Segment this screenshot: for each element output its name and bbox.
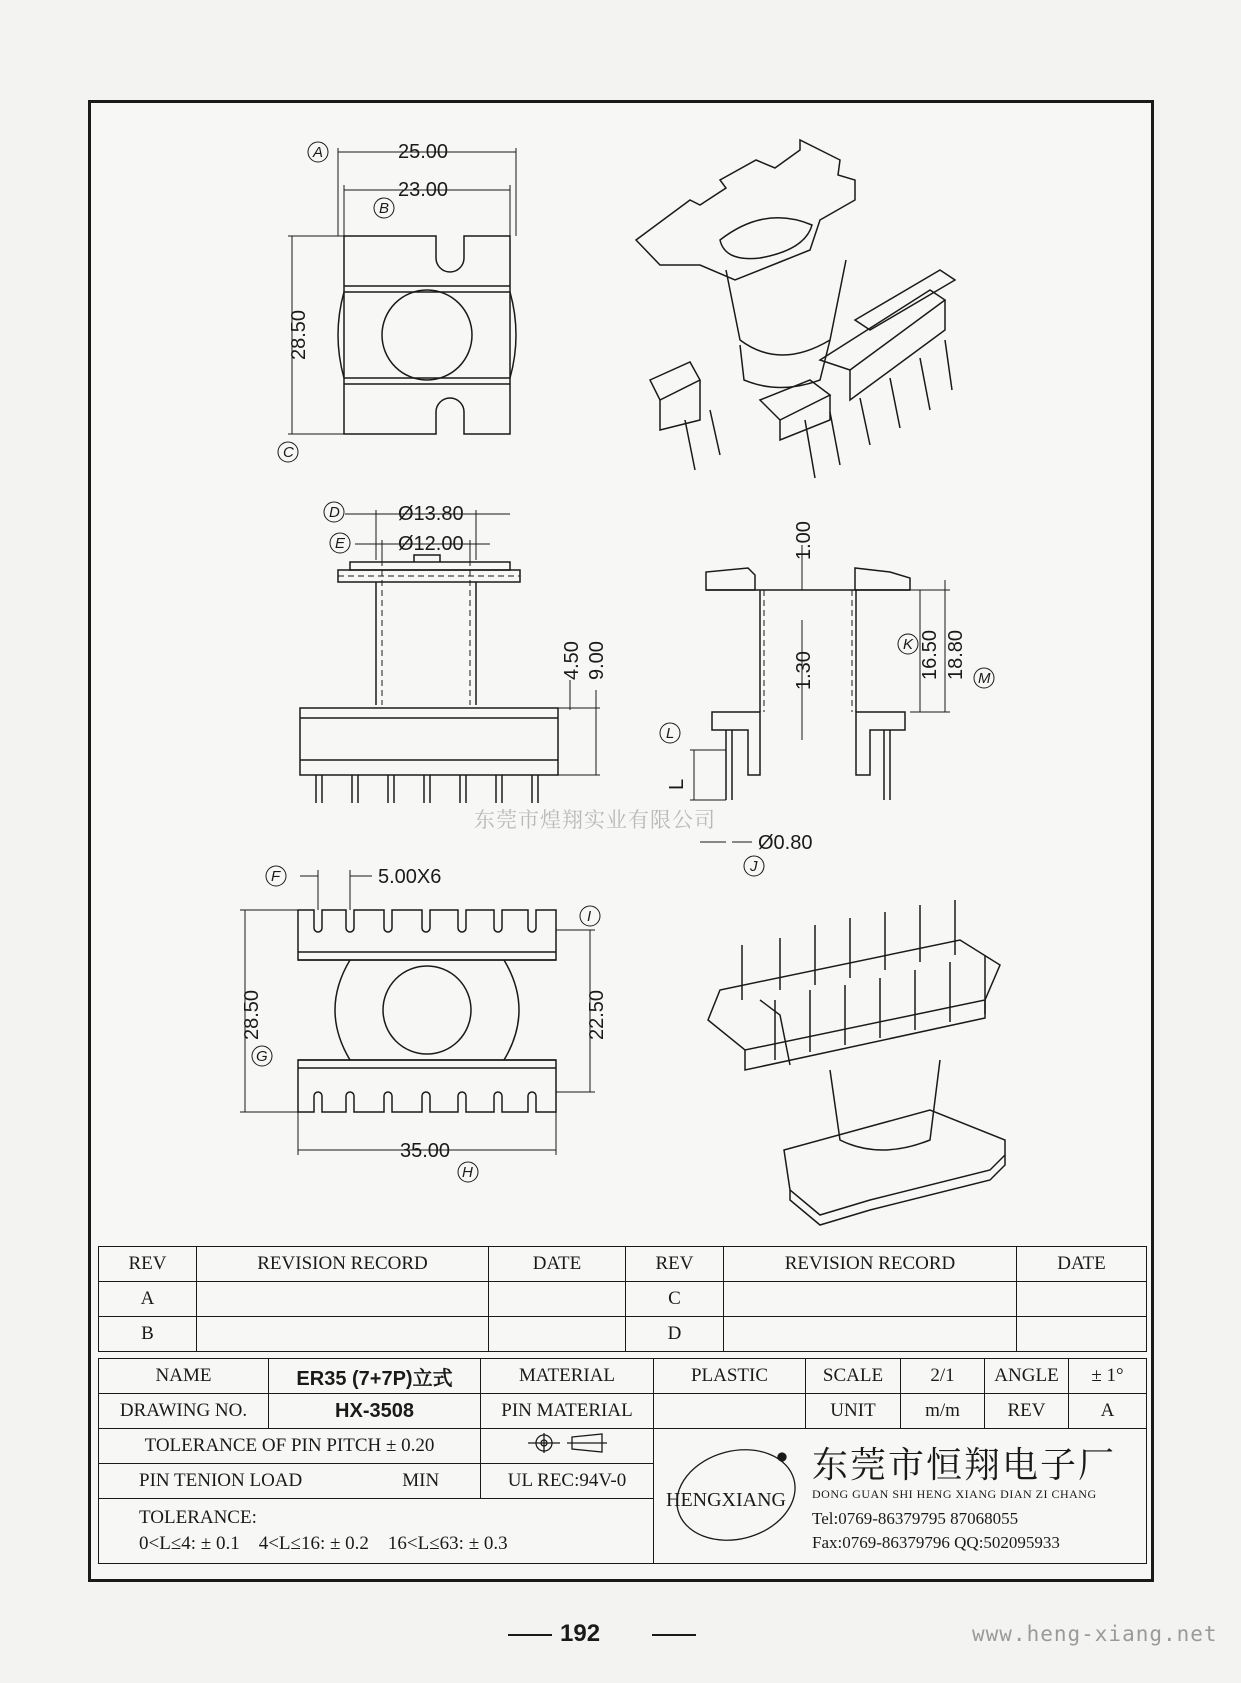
title-block bbox=[98, 1358, 1147, 1564]
footer-line-left bbox=[508, 1634, 552, 1636]
dim-28-50-bottom: 28.50 bbox=[241, 989, 263, 1040]
drawing-no-value: HX-3508 bbox=[269, 1394, 481, 1429]
title-row-3 bbox=[99, 1429, 1147, 1464]
dim-d0-80: Ø0.80 bbox=[758, 832, 813, 854]
label-l: L bbox=[666, 725, 675, 742]
pin-material-label: PIN MATERIAL bbox=[481, 1394, 654, 1429]
date-cell bbox=[1017, 1282, 1147, 1317]
page-number: 192 bbox=[560, 1620, 601, 1647]
label-j: J bbox=[750, 858, 758, 875]
watermark-company: 东莞市煌翔实业有限公司 bbox=[474, 808, 716, 832]
dim-28-50-top: 28.50 bbox=[288, 309, 310, 360]
pin-tension-label: PIN TENION LOAD bbox=[139, 1470, 303, 1491]
company-block bbox=[654, 1429, 1147, 1564]
title-row-1 bbox=[99, 1359, 1147, 1394]
dim-1-30: 1.30 bbox=[793, 651, 815, 690]
scale-label: SCALE bbox=[806, 1359, 901, 1394]
header-date-1: DATE bbox=[489, 1247, 626, 1282]
header-record-2: REVISION RECORD bbox=[724, 1247, 1017, 1282]
header-rev-1: REV bbox=[99, 1247, 197, 1282]
record-cell bbox=[724, 1317, 1017, 1352]
rev-label: REV bbox=[985, 1394, 1069, 1429]
rev-value: A bbox=[1069, 1394, 1147, 1429]
label-a: A bbox=[313, 144, 324, 161]
dim-18-80: 18.80 bbox=[945, 629, 967, 680]
material-value: PLASTIC bbox=[654, 1359, 806, 1394]
revision-row bbox=[99, 1282, 1147, 1317]
name-value: ER35 (7+7P)立式 bbox=[269, 1359, 481, 1394]
revision-row bbox=[99, 1317, 1147, 1352]
company-name-cn: 东莞市恒翔电子厂 bbox=[812, 1445, 1117, 1486]
revision-table bbox=[98, 1246, 1147, 1352]
company-tel: Tel:0769-86379795 87068055 bbox=[812, 1509, 1019, 1528]
tolerance-block bbox=[99, 1499, 654, 1564]
dim-25-00: 25.00 bbox=[398, 141, 449, 163]
unit-value: m/m bbox=[901, 1394, 985, 1429]
unit-label: UNIT bbox=[806, 1394, 901, 1429]
name-label: NAME bbox=[99, 1359, 269, 1394]
rev-cell: C bbox=[626, 1282, 724, 1317]
dim-16-50: 16.50 bbox=[919, 629, 941, 680]
tolerance-values: 0<L≤4: ± 0.1 4<L≤16: ± 0.2 16<L≤63: ± 0.3 bbox=[139, 1533, 508, 1554]
front-view bbox=[300, 502, 608, 803]
label-h: H bbox=[462, 1164, 473, 1181]
pin-material-value bbox=[654, 1394, 806, 1429]
projection-icon bbox=[522, 1431, 612, 1455]
label-b: B bbox=[379, 200, 390, 217]
date-cell bbox=[1017, 1317, 1147, 1352]
label-k: K bbox=[903, 636, 914, 653]
dim-d12-00: Ø12.00 bbox=[398, 533, 464, 555]
projection-symbol bbox=[481, 1429, 654, 1464]
iso-view-top bbox=[636, 140, 955, 478]
label-e: E bbox=[335, 535, 346, 552]
title-row-2 bbox=[99, 1394, 1147, 1429]
label-d: D bbox=[329, 504, 340, 521]
pin-tension-cell bbox=[99, 1464, 481, 1499]
logo-text: HENGXIANG bbox=[666, 1489, 786, 1511]
company-fax: Fax:0769-86379796 QQ:502095933 bbox=[812, 1533, 1060, 1552]
dim-d13-80: Ø13.80 bbox=[398, 503, 464, 525]
revision-header-row bbox=[99, 1247, 1147, 1282]
dim-9-00: 9.00 bbox=[586, 641, 608, 680]
company-name-en: DONG GUAN SHI HENG XIANG DIAN ZI CHANG bbox=[812, 1487, 1097, 1501]
rev-cell: B bbox=[99, 1317, 197, 1352]
pin-pitch-tolerance: TOLERANCE OF PIN PITCH ± 0.20 bbox=[99, 1429, 481, 1464]
rev-cell: A bbox=[99, 1282, 197, 1317]
date-cell bbox=[489, 1317, 626, 1352]
header-rev-2: REV bbox=[626, 1247, 724, 1282]
angle-value: ± 1° bbox=[1069, 1359, 1147, 1394]
iso-view-bottom bbox=[708, 900, 1005, 1225]
label-g: G bbox=[256, 1048, 268, 1065]
label-f: F bbox=[271, 868, 281, 885]
label-c: C bbox=[283, 444, 294, 461]
bottom-view bbox=[240, 866, 608, 1182]
dim-l: L bbox=[666, 778, 688, 790]
material-label: MATERIAL bbox=[481, 1359, 654, 1394]
label-i: I bbox=[587, 908, 592, 925]
tolerance-title: TOLERANCE: bbox=[139, 1507, 257, 1528]
ul-rec: UL REC:94V-0 bbox=[481, 1464, 654, 1499]
pin-tension-min: MIN bbox=[402, 1470, 440, 1491]
drawing-no-label: DRAWING NO. bbox=[99, 1394, 269, 1429]
top-view bbox=[278, 141, 516, 462]
dim-1-00: 1.00 bbox=[793, 521, 815, 560]
angle-label: ANGLE bbox=[985, 1359, 1069, 1394]
dim-22-50: 22.50 bbox=[586, 989, 608, 1040]
rev-cell: D bbox=[626, 1317, 724, 1352]
record-cell bbox=[724, 1282, 1017, 1317]
footer-line-right bbox=[652, 1634, 696, 1636]
scale-value: 2/1 bbox=[901, 1359, 985, 1394]
header-date-2: DATE bbox=[1017, 1247, 1147, 1282]
record-cell bbox=[197, 1282, 489, 1317]
record-cell bbox=[197, 1317, 489, 1352]
dim-23-00: 23.00 bbox=[398, 179, 449, 201]
date-cell bbox=[489, 1282, 626, 1317]
footer-url: www.heng-xiang.net bbox=[972, 1622, 1218, 1646]
dim-35-00: 35.00 bbox=[400, 1140, 451, 1162]
dim-4-50: 4.50 bbox=[561, 641, 583, 680]
dim-5-00x6: 5.00X6 bbox=[378, 866, 442, 888]
label-m: M bbox=[978, 670, 991, 687]
header-record-1: REVISION RECORD bbox=[197, 1247, 489, 1282]
